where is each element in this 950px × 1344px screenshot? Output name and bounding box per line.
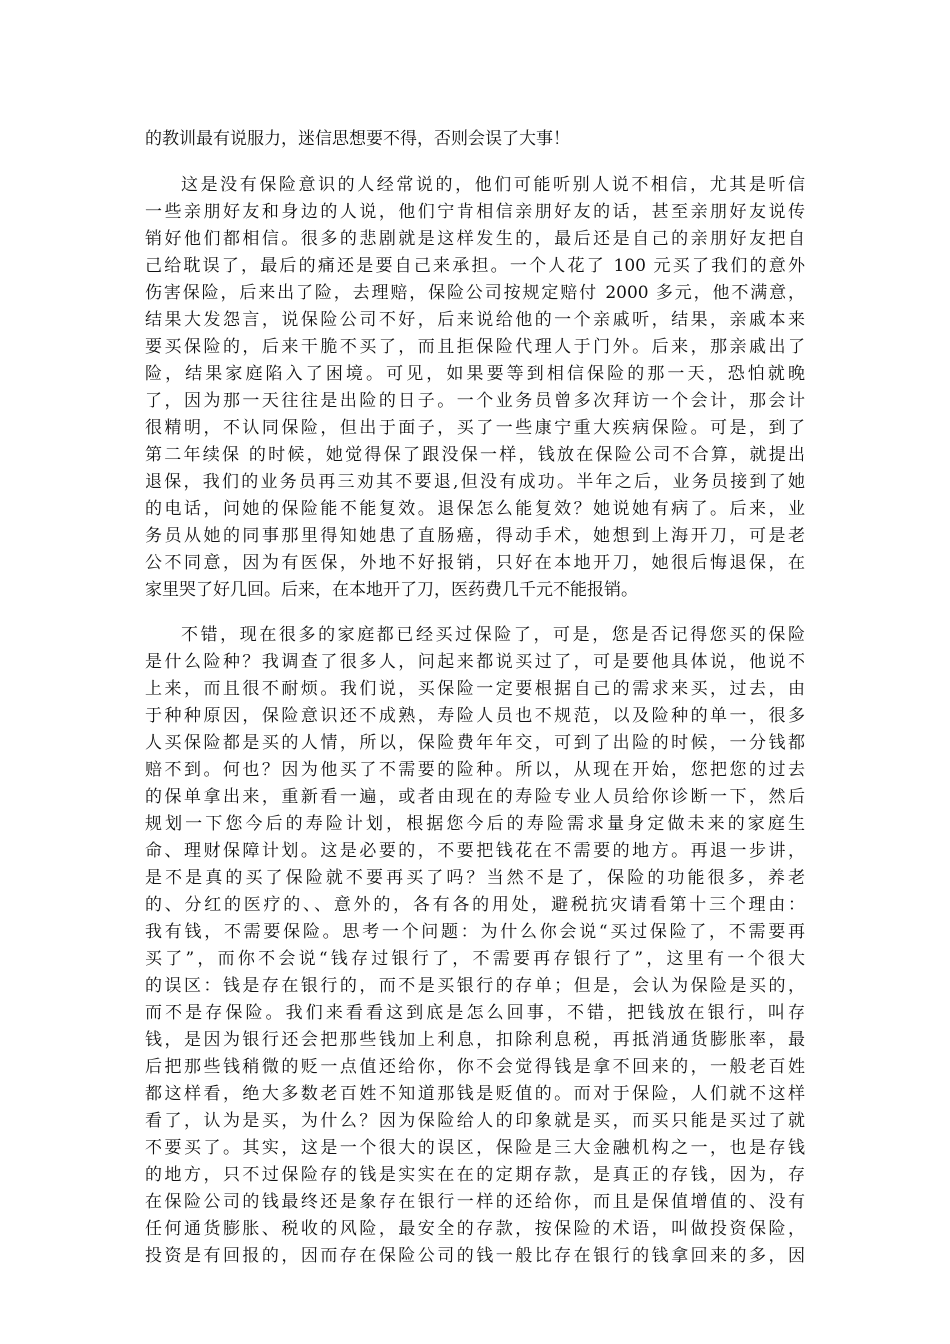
text-line: 我有钱，不需要保险。思考一个问题：为什么你会说“买过保险了，不需要再	[145, 922, 805, 942]
text-line: 命、理财保障计划。这是必要的，不要把钱花在不需要的地方。再退一步讲，	[145, 841, 805, 861]
text-line: 的教训最有说服力，迷信思想要不得，否则会误了大事！	[145, 129, 570, 149]
text-line: 而不是存保险。我们来看看这到底是怎么回事，不错，把钱放在银行，叫存	[145, 1003, 805, 1023]
text-line: 第二年续保 的时候，她觉得保了跟没保一样，钱放在保险公司不合算，就提出	[145, 445, 805, 465]
text-line: 赔不到。何也？因为他买了不需要的险种。所以，从现在开始，您把您的过去	[145, 760, 805, 780]
text-line: 都这样看，绝大多数老百姓不知道那钱是贬值的。而对于保险，人们就不这样	[145, 1084, 805, 1104]
text-line: 规划一下您今后的寿险计划，根据您今后的寿险需求量身定做未来的家庭生	[145, 814, 805, 834]
text-line: 伤害保险，后来出了险，去理赔，保险公司按规定赔付 2000 多元，他不满意，	[145, 283, 805, 303]
text-line: 不错，现在很多的家庭都已经买过保险了，可是，您是否记得您买的保险	[181, 625, 805, 645]
text-line: 一些亲朋好友和身边的人说，他们宁肯相信亲朋好友的话，甚至亲朋好友说传	[145, 202, 805, 222]
text-line: 务员从她的同事那里得知她患了直肠癌，得动手术，她想到上海开刀，可是老	[145, 526, 805, 546]
text-line: 的、分红的医疗的、、意外的，各有各的用处，避税抗灾请看第十三个理由：	[145, 895, 805, 915]
text-line: 的地方，只不过保险存的钱是实实在在的定期存款，是真正的存钱，因为，存	[145, 1165, 805, 1185]
text-line: 的误区：钱是存在银行的，而不是买银行的存单；但是，会认为保险是买的，	[145, 976, 805, 996]
text-line: 的保单拿出来，重新看一遍，或者由现在的寿险专业人员给你诊断一下，然后	[145, 787, 805, 807]
paragraph-2	[145, 622, 805, 1270]
text-line: 是不是真的买了保险就不要再买了吗？当然不是了，保险的功能很多，养老	[145, 868, 805, 888]
text-line: 险，结果家庭陷入了困境。可见，如果要等到相信保险的那一天，恐怕就晚	[145, 364, 805, 384]
text-line: 这是没有保险意识的人经常说的，他们可能听别人说不相信，尤其是听信	[181, 175, 805, 195]
text-line: 看了，认为是买，为什么？因为保险给人的印象就是买，而买只能是买过了就	[145, 1111, 805, 1131]
text-line: 的电话，问她的保险能不能复效。退保怎么能复效？她说她有病了。后来，业	[145, 499, 805, 519]
text-line: 人买保险都是买的人情，所以，保险费年年交，可到了出险的时候，一分钱都	[145, 733, 805, 753]
text-line: 不要买了。其实，这是一个很大的误区，保险是三大金融机构之一，也是存钱	[145, 1138, 805, 1158]
text-line: 了，因为那一天往往是出险的日子。一个业务员曾多次拜访一个会计，那会计	[145, 391, 805, 411]
text-line: 钱，是因为银行还会把那些钱加上利息，扣除利息税，再抵消通货膨胀率，最	[145, 1030, 805, 1050]
intro-paragraph	[145, 126, 805, 153]
text-line: 投资是有回报的，因而存在保险公司的钱一般比存在银行的钱拿回来的多，因	[145, 1246, 805, 1266]
text-line: 是什么险种？我调查了很多人，问起来都说买过了，可是要他具体说，他说不	[145, 652, 805, 672]
text-line: 上来，而且很不耐烦。我们说，买保险一定要根据自己的需求来买，过去，由	[145, 679, 805, 699]
text-line: 很精明，不认同保险，但出于面子，买了一些康宁重大疾病保险。可是，到了	[145, 418, 805, 438]
text-line: 销好他们都相信。很多的悲剧就是这样发生的，最后还是自己的亲朋好友把自	[145, 229, 805, 249]
text-line: 公不同意，因为有医保，外地不好报销，只好在本地开刀，她很后悔退保，在	[145, 553, 805, 573]
text-line: 任何通货膨胀、税收的风险，最安全的存款，按保险的术语，叫做投资保险，	[145, 1219, 805, 1239]
text-line: 后把那些钱稍微的贬一点值还给你，你不会觉得钱是拿不回来的，一般老百姓	[145, 1057, 805, 1077]
text-line: 家里哭了好几回。后来，在本地开了刀，医药费几千元不能报销。	[145, 580, 638, 600]
paragraph-1	[145, 172, 805, 604]
text-line: 要买保险的，后来干脆不买了，而且拒保险代理人于门外。后来，那亲戚出了	[145, 337, 805, 357]
text-line: 结果大发怨言，说保险公司不好，后来说给他的一个亲戚听，结果，亲戚本来	[145, 310, 805, 330]
text-line: 买了”，而你不会说“钱存过银行了，不需要再存银行了”，这里有一个很大	[145, 949, 805, 969]
text-line: 在保险公司的钱最终还是象存在银行一样的还给你，而且是保值增值的、没有	[145, 1192, 805, 1212]
text-line: 于种种原因，保险意识还不成熟，寿险人员也不规范，以及险种的单一，很多	[145, 706, 805, 726]
text-line: 退保，我们的业务员再三劝其不要退,但没有成功。半年之后，业务员接到了她	[145, 472, 805, 492]
text-line: 己给耽误了，最后的痛还是要自己来承担。一个人花了 100 元买了我们的意外	[145, 256, 805, 276]
